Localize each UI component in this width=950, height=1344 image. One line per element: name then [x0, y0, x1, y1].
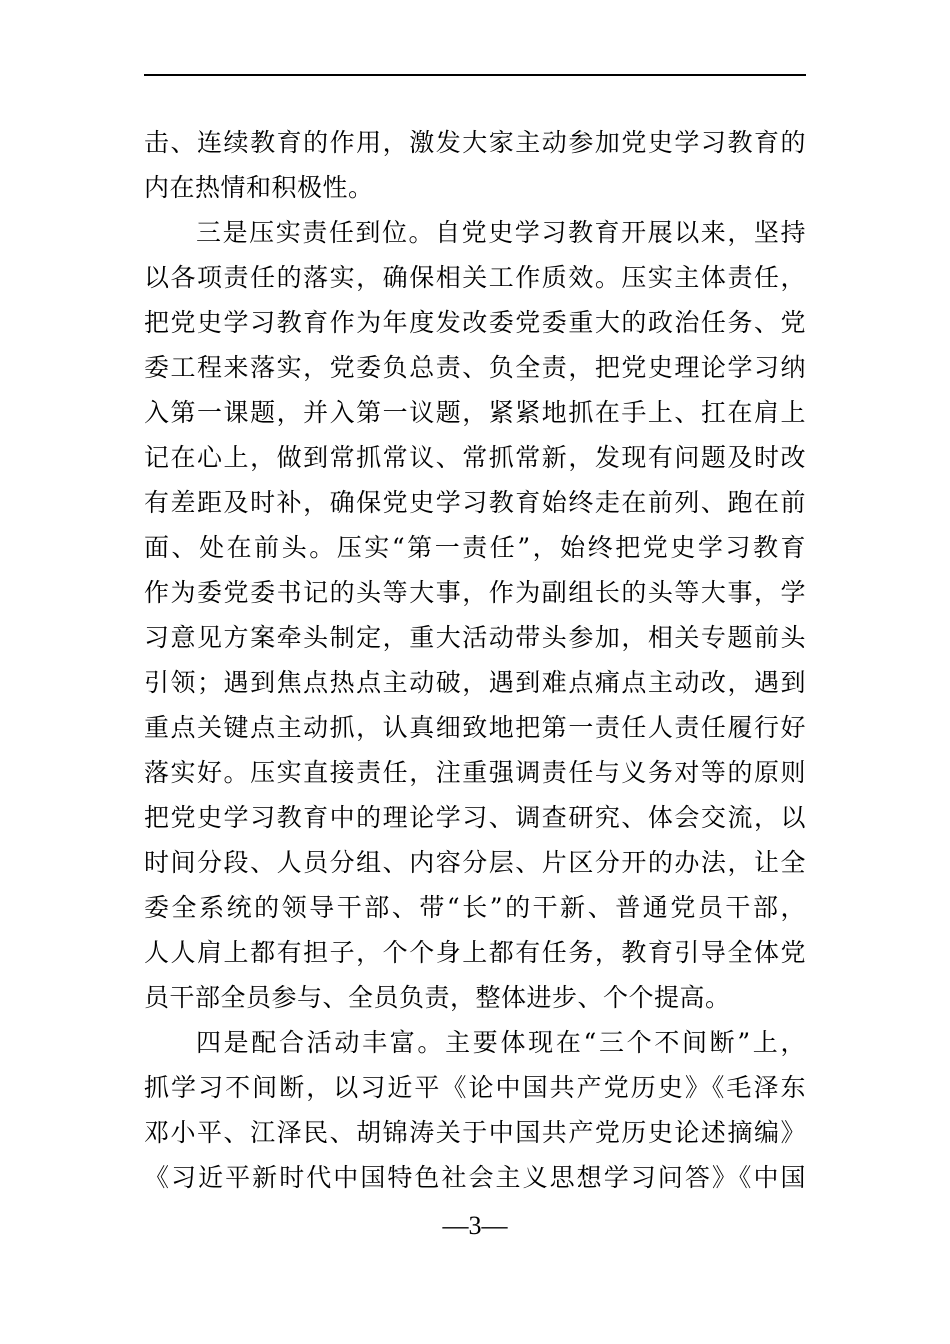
text-line: 《习近平新时代中国特色社会主义思想学习问答》《中国: [144, 1163, 806, 1192]
text-line: 员干部全员参与、全员负责，整体进步、个个提高。: [144, 983, 731, 1012]
text-line: 把党史学习教育作为年度发改委党委重大的政治任务、党: [144, 308, 806, 337]
text-line: 击、连续教育的作用，激发大家主动参加党史学习教育的: [144, 128, 806, 157]
text-line: 入第一课题，并入第一议题，紧紧地抓在手上、扛在肩上: [144, 398, 806, 427]
text-line: 委工程来落实，党委负总责、负全责，把党史理论学习纳: [144, 353, 806, 382]
text-line: 记在心上，做到常抓常议、常抓常新，发现有问题及时改: [144, 443, 806, 472]
text-line: 三是压实责任到位。自党史学习教育开展以来，坚持: [196, 218, 806, 247]
text-line: 抓学习不间断，以习近平《论中国共产党历史》《毛泽东: [144, 1073, 806, 1102]
text-line: 面、处在前头。压实“第一责任”，始终把党史学习教育: [144, 533, 806, 562]
text-line: 内在热情和积极性。: [144, 173, 374, 202]
text-line: 有差距及时补，确保党史学习教育始终走在前列、跑在前: [144, 488, 806, 517]
text-line: 作为委党委书记的头等大事，作为副组长的头等大事，学: [144, 578, 806, 607]
text-line: 落实好。压实直接责任，注重强调责任与义务对等的原则: [144, 758, 806, 787]
text-line: 以各项责任的落实，确保相关工作质效。压实主体责任，: [144, 263, 806, 292]
text-line: 习意见方案牵头制定，重大活动带头参加，相关专题前头: [144, 623, 806, 652]
text-line: 委全系统的领导干部、带“长”的干新、普通党员干部，: [144, 893, 806, 922]
text-line: 四是配合活动丰富。主要体现在“三个不间断”上，: [196, 1028, 806, 1057]
text-line: 时间分段、人员分组、内容分层、片区分开的办法，让全: [144, 848, 806, 877]
text-line: 引领；遇到焦点热点主动破，遇到难点痛点主动改，遇到: [144, 668, 806, 697]
document-body: [144, 120, 806, 1200]
text-line: 邓小平、江泽民、胡锦涛关于中国共产党历史论述摘编》: [144, 1118, 806, 1147]
text-line: 把党史学习教育中的理论学习、调查研究、体会交流，以: [144, 803, 806, 832]
text-line: 人人肩上都有担子，个个身上都有任务，教育引导全体党: [144, 938, 806, 967]
header-rule: [144, 74, 806, 76]
page-number: —3—: [442, 1211, 508, 1240]
text-line: 重点关键点主动抓，认真细致地把第一责任人责任履行好: [144, 713, 806, 742]
